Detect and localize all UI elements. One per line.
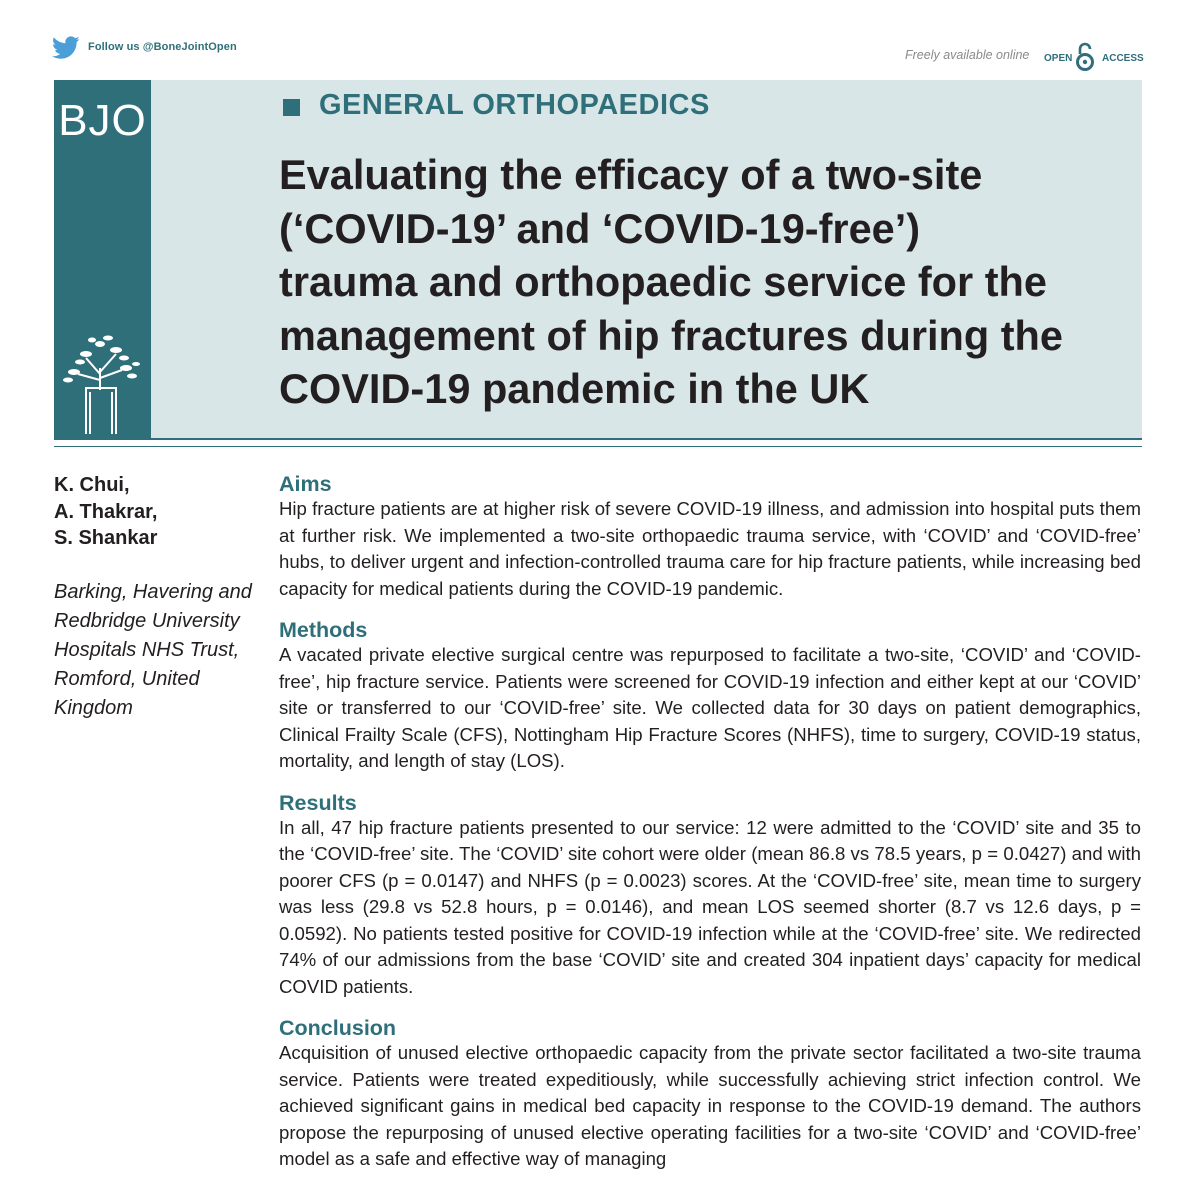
title-line: management of hip fractures during the [279, 311, 1063, 359]
results-text: In all, 47 hip fracture patients presented to our service: 12 were admitted to the ‘COVID’ site and 35 to the ‘COVID-free’ site. The ‘COVID’ site cohort were older (mean 86.8 vs 78.5 years, p = 0.0427) and with poorer CFS (p = 0.0147) and NHFS (p = 0.0023) scores. At the ‘COVID-free’ site, mean time to surgery was less (29.8 vs 52.8 hours, p = 0.0146), and mean LOS seemed shorter (8.7 vs 12.6 days, p = 0.0592). No patients tested positive for COVID-19 infection while at the ‘COVID-free’ site. We redirected 74% of our admissions from the base ‘COVID’ site and created 304 inpatient days’ capacity for medical COVID patients. [279, 816, 1141, 997]
conclusion-text: Acquisition of unused elective orthopaedic capacity from the private sector facilitated a two-site trauma service. Patients were treated expeditiously, while successfully achieving strict infection control. We achieved significant gains in medical bed capacity in response to the COVID-19 demand. The authors propose the repurposing of unused elective operating facilities for a two-site ‘COVID’ and ‘COVID-free’ model as a safe and effective way of managing [279, 1042, 1141, 1169]
affiliation-line: Kingdom [54, 697, 133, 719]
open-access-lock-icon [1075, 42, 1095, 72]
title-line: trauma and orthopaedic service for the [279, 258, 1047, 305]
article-title [279, 148, 1149, 416]
open-word: OPEN [1044, 53, 1073, 64]
freely-available-note: Freely available online [905, 48, 1030, 62]
affiliation-line: Romford, United [54, 668, 200, 690]
section-label: GENERAL ORTHOPAEDICS [319, 89, 710, 121]
methods-heading: Methods [279, 618, 368, 642]
aims-heading: Aims [279, 472, 332, 496]
author-name: S. Shankar [54, 527, 158, 549]
affiliation-line: Hospitals NHS Trust, [54, 639, 240, 661]
access-word: ACCESS [1102, 53, 1144, 64]
affiliation-line: Redbridge University [54, 610, 240, 632]
author-name: K. Chui, [54, 474, 130, 496]
aims-text: Hip fracture patients are at higher risk of severe COVID-19 illness, and admission into hospital puts them at further risk. We implemented a two-site orthopaedic trauma service, with ‘COVID’ and ‘COVID-free’ hubs, to deliver urgent and infection-controlled trauma care for hip fracture patients, while increasing bed capacity for medical patients during the COVID-19 pandemic. [279, 498, 1141, 599]
conclusion-heading: Conclusion [279, 1016, 397, 1040]
header-rule-thick [54, 438, 1142, 440]
follow-us-link[interactable]: Follow us @BoneJointOpen [88, 41, 237, 53]
affiliation [54, 578, 269, 723]
title-line: Evaluating the efficacy of a two-site [279, 151, 983, 198]
title-line: COVID-19 pandemic in the UK [279, 365, 870, 412]
author-list [54, 472, 157, 552]
open-access-logo [1044, 42, 1154, 72]
abstract-body [279, 472, 1141, 1173]
results-heading: Results [279, 790, 357, 815]
title-line: (‘COVID-19’ and ‘COVID-19-free’) [279, 204, 921, 252]
author-name: A. Thakrar, [54, 500, 158, 523]
affiliation-line: Barking, Havering and [54, 581, 252, 603]
tree-emblem-icon [56, 328, 148, 436]
methods-text: A vacated private elective surgical centre was repurposed to facilitate a two-site, ‘COVID’ and ‘COVID-free’, hip fracture service. Patients were screened for COVID-19 infection and either kept at our ‘COVID’ site or transferred to our ‘COVID-free’ site. We collected data for 30 days on patient demographics, Clinical Frailty Scale (CFS), Nottingham Hip Fracture Scores (NHFS), time to surgery, COVID-19 status, mortality, and length of stay (LOS). [279, 644, 1141, 771]
journal-logo-text: BJO [58, 96, 147, 145]
section-marker [283, 99, 300, 116]
header-rule-thin [54, 446, 1142, 447]
twitter-bird-icon [52, 36, 80, 60]
